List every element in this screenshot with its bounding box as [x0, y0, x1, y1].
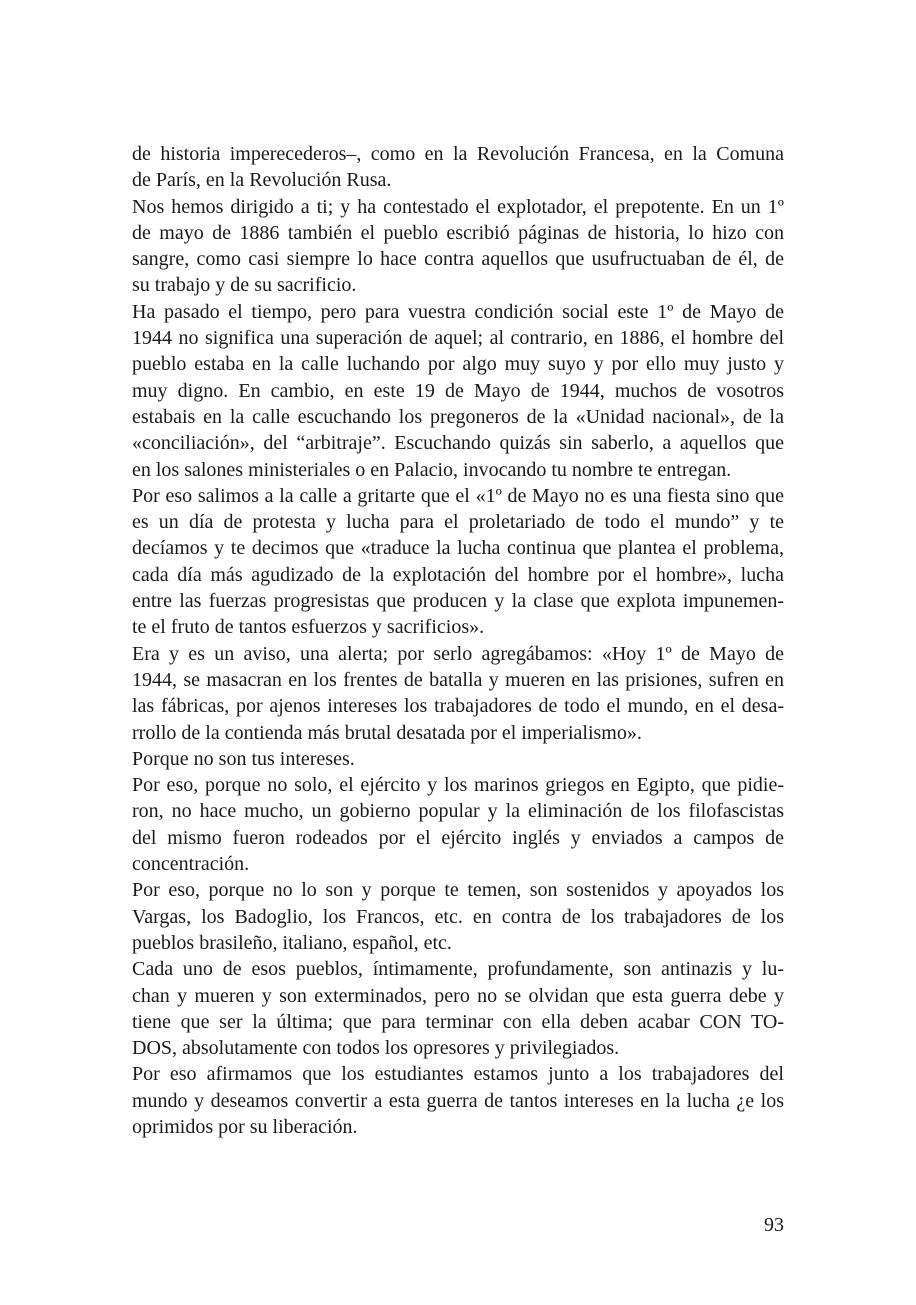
text-line: concentración.	[132, 853, 250, 876]
text-line: Vargas, los Badoglio, los Francos, etc. en contra de los trabajadores de los	[132, 905, 784, 928]
text-line: mundo y deseamos convertir a esta guerra de tantos intereses en la lucha ¿e los	[132, 1089, 784, 1112]
text-line: pueblos brasileño, italiano, español, etc.	[132, 931, 452, 954]
text-line: «conciliación», del “arbitraje”. Escuchando quizás sin saberlo, a aquellos que	[132, 432, 784, 455]
text-line: Por eso, porque no lo son y porque te temen, son sostenidos y apoyados los	[132, 879, 784, 902]
text-line: de mayo de 1886 también el pueblo escribió páginas de historia, lo hizo con	[132, 221, 784, 244]
text-line: chan y mueren y son exterminados, pero no se olvidan que esta guerra debe y	[132, 984, 784, 1007]
text-line: de París, en la Revolución Rusa.	[132, 169, 392, 192]
text-line: sangre, como casi siempre lo hace contra aquellos que usufructuaban de él, de	[132, 248, 784, 271]
text-line: entre las fuerzas progresistas que producen y la clase que explota impunemen-	[132, 590, 784, 613]
text-line: en los salones ministeriales o en Palacio, invocando tu nombre te entregan.	[132, 458, 732, 481]
text-line: de historia imperecederos–, como en la Revolución Francesa, en la Comuna	[132, 143, 784, 165]
text-line: Era y es un aviso, una alerta; por serlo agregábamos: «Hoy 1º de Mayo de	[132, 642, 784, 665]
text-line: cada día más agudizado de la explotación del hombre por el hombre», lucha	[132, 563, 784, 586]
text-line: te el fruto de tantos esfuerzos y sacrificios».	[132, 616, 485, 639]
text-line: 1944, se masacran en los frentes de batalla y mueren en las prisiones, sufren en	[132, 668, 784, 691]
text-line: es un día de protesta y lucha para el proletariado de todo el mundo” y te	[132, 511, 784, 534]
text-line: pueblo estaba en la calle luchando por algo muy suyo y por ello muy justo y	[132, 353, 784, 376]
text-line: Por eso afirmamos que los estudiantes estamos junto a los trabajadores del	[132, 1063, 784, 1086]
text-line: Cada uno de esos pueblos, íntimamente, profundamente, son antinazis y lu-	[132, 958, 784, 981]
text-line: decíamos y te decimos que «traduce la lucha continua que plantea el problema,	[132, 537, 784, 560]
body-text	[132, 141, 784, 1140]
text-line: 1944 no significa una superación de aquel; al contrario, en 1886, el hombre del	[132, 327, 784, 350]
page-number: 93	[764, 1214, 784, 1236]
text-line: oprimidos por su liberación.	[132, 1115, 358, 1138]
text-line: Por eso salimos a la calle a gritarte que el «1º de Mayo no es una fiesta sino que	[132, 484, 784, 507]
text-line: Porque no son tus intereses.	[132, 747, 355, 770]
text-line: las fábricas, por ajenos intereses los trabajadores de todo el mundo, en el desa-	[132, 695, 784, 718]
text-line: Por eso, porque no solo, el ejército y los marinos griegos en Egipto, que pidie-	[132, 774, 784, 797]
text-line: Nos hemos dirigido a ti; y ha contestado el explotador, el prepotente. En un 1º	[132, 195, 784, 218]
text-line: estabais en la calle escuchando los pregoneros de la «Unidad nacional», de la	[132, 405, 784, 428]
text-line: tiene que ser la última; que para terminar con ella deben acabar CON TO-	[132, 1010, 784, 1033]
text-line: ron, no hace mucho, un gobierno popular y la eliminación de los filofascistas	[132, 800, 784, 823]
text-line: muy digno. En cambio, en este 19 de Mayo de 1944, muchos de vosotros	[132, 379, 784, 402]
text-line: su trabajo y de su sacrificio.	[132, 274, 357, 297]
text-line: Ha pasado el tiempo, pero para vuestra condición social este 1º de Mayo de	[132, 300, 784, 323]
text-line: rrollo de la contienda más brutal desatada por el imperialismo».	[132, 721, 642, 744]
text-line: del mismo fueron rodeados por el ejército inglés y enviados a campos de	[132, 826, 784, 849]
text-line: DOS, absolutamente con todos los opresores y privilegiados.	[132, 1037, 620, 1060]
